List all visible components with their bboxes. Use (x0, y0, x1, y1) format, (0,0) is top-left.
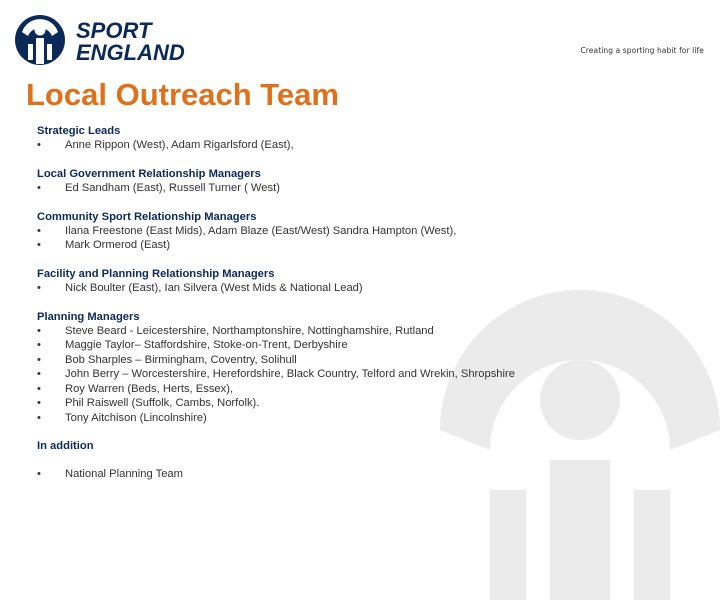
list-item (37, 467, 677, 481)
sport-england-logo (14, 14, 189, 68)
bullet-icon: • (37, 239, 41, 252)
spacer (37, 453, 677, 467)
logo-text-england: ENGLAND (76, 40, 185, 65)
section-heading: Facility and Planning Relationship Managers (37, 267, 275, 280)
section-planning-managers (37, 310, 677, 425)
list-item-text: Phil Raiswell (Suffolk, Cambs, Norfolk). (65, 397, 260, 410)
section-in-addition (37, 439, 677, 482)
section-heading: Strategic Leads (37, 125, 121, 137)
bullet-icon: • (37, 182, 41, 195)
list-item (37, 224, 677, 238)
section-local-government-managers (37, 167, 677, 196)
section-community-sport-managers (37, 210, 677, 253)
list-item-text: Ilana Freestone (East Mids), Adam Blaze (East/West) Sandra Hampton (West), (65, 225, 457, 238)
tagline: Creating a sporting habit for life (580, 46, 704, 55)
list-item (37, 396, 677, 410)
bullet-icon: • (37, 282, 41, 295)
section-heading: Community Sport Relationship Managers (37, 210, 257, 223)
list-item (37, 353, 677, 367)
list-item (37, 138, 677, 152)
bullet-icon: • (37, 353, 41, 366)
list-item (37, 238, 677, 252)
list-item-text: Nick Boulter (East), Ian Silvera (West Mids & National Lead) (65, 282, 363, 295)
bullet-icon: • (37, 397, 41, 410)
section-facility-planning-managers (37, 267, 677, 296)
sport-england-emblem-icon (15, 15, 65, 65)
list-item-text: Anne Rippon (West), Adam Rigarlsford (East), (65, 139, 294, 152)
bullet-icon: • (37, 411, 41, 424)
section-heading: Planning Managers (37, 310, 140, 323)
list-item-text: Roy Warren (Beds, Herts, Essex), (65, 382, 234, 395)
list-item (37, 324, 677, 338)
section-heading: In addition (37, 439, 94, 452)
list-item-text: National Planning Team (65, 468, 183, 481)
list-item-text: Bob Sharples – Birmingham, Coventry, Solihull (65, 353, 297, 366)
list-item (37, 382, 677, 396)
page-title: Local Outreach Team (26, 77, 339, 112)
list-item-text: Mark Ormerod (East) (65, 239, 171, 252)
section-heading: Local Government Relationship Managers (37, 167, 261, 180)
list-item-text: John Berry – Worcestershire, Herefordshire, Black Country, Telford and Wrekin, Shropshire (65, 368, 515, 381)
bullet-icon: • (37, 225, 41, 238)
list-item (37, 367, 677, 381)
list-item (37, 338, 677, 352)
logo-text-sport: SPORT (76, 18, 152, 43)
list-item-text: Maggie Taylor– Staffordshire, Stoke-on-Trent, Derbyshire (65, 339, 348, 352)
bullet-icon: • (37, 368, 41, 381)
bullet-icon: • (37, 339, 41, 352)
bullet-icon: • (37, 382, 41, 395)
bullet-icon: • (37, 139, 41, 152)
team-list (37, 124, 677, 496)
bullet-icon: • (37, 468, 41, 481)
list-item-text: Steve Beard - Leicestershire, Northamptonshire, Nottinghamshire, Rutland (65, 325, 434, 338)
section-strategic-leads (37, 124, 677, 153)
list-item (37, 411, 677, 425)
list-item-text: Ed Sandham (East), Russell Turner ( West) (65, 182, 280, 195)
list-item (37, 281, 677, 295)
bullet-icon: • (37, 325, 41, 338)
list-item-text: Tony Aitchison (Lincolnshire) (65, 411, 207, 424)
list-item (37, 181, 677, 195)
